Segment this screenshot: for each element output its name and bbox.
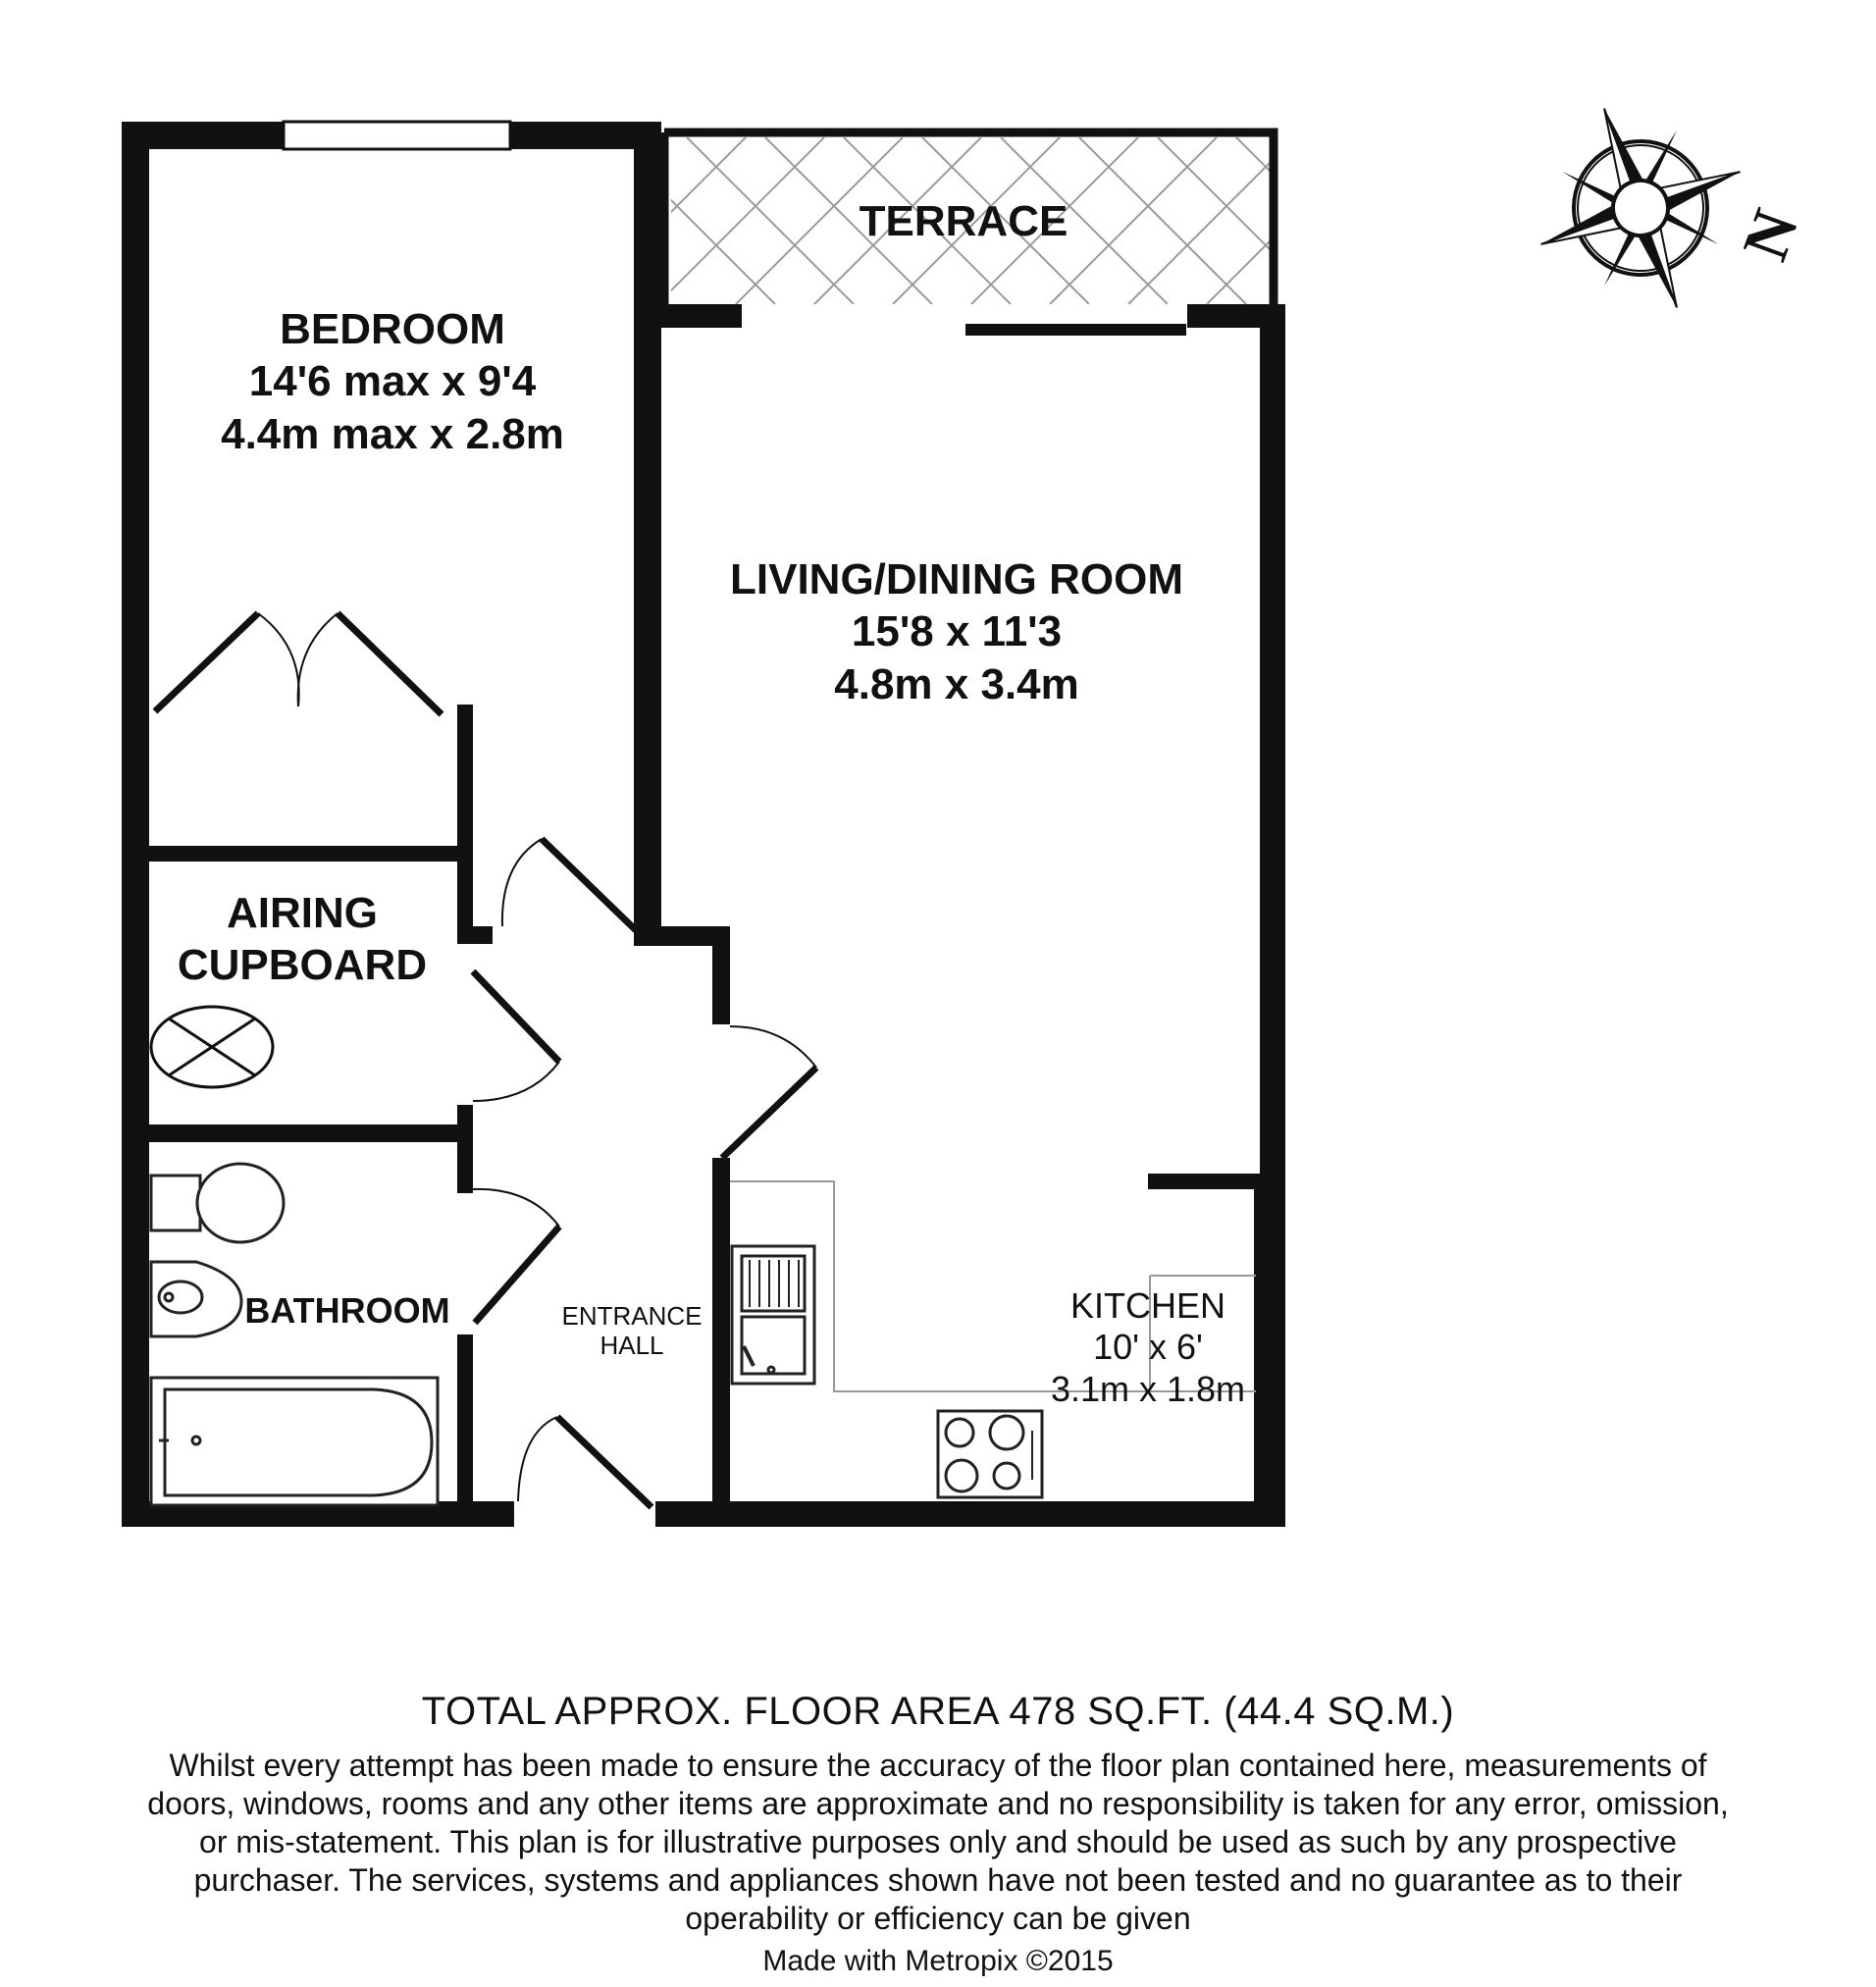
bathtub-icon — [151, 1378, 438, 1505]
door-leaf — [557, 1417, 651, 1507]
compass-north-label: N — [1729, 200, 1813, 270]
airing-line2: CUPBOARD — [177, 941, 428, 989]
hall-line2: HALL — [599, 1331, 664, 1360]
hall-line1: ENTRANCE — [561, 1301, 703, 1331]
wall — [712, 1158, 730, 1511]
disclaimer-text: Whilst every attempt has been made to ensure the accuracy of the floor plan contained here, measurements of doors, windows, rooms and any other items are approximate and no responsibility is taken for any error, omission, or mis-statement. This plan is for illustrative purposes only and should be used as such by any prospective purchaser. The services, systems and appliances shown have not been tested and no guarantee as to their operability or efficiency can be given — [147, 1748, 1729, 1936]
kitchen-name: KITCHEN — [1069, 1285, 1226, 1326]
airing-line1: AIRING — [227, 889, 378, 937]
door-leaf — [155, 613, 258, 711]
wall — [457, 1105, 473, 1193]
wall — [457, 1334, 473, 1511]
terrace-label: TERRACE — [859, 197, 1068, 245]
toilet-icon — [151, 1164, 284, 1242]
wall — [1148, 1174, 1260, 1189]
living-metric: 4.8m x 3.4m — [834, 660, 1079, 708]
basin-icon — [151, 1262, 241, 1336]
wall — [122, 1124, 473, 1142]
wall — [457, 705, 473, 862]
bedroom-window — [284, 122, 510, 149]
sink-icon — [732, 1246, 814, 1384]
hob-icon — [938, 1411, 1042, 1497]
bedroom-name: BEDROOM — [280, 305, 505, 353]
wall — [1254, 1174, 1268, 1512]
wall — [648, 304, 742, 328]
living-imperial: 15'8 x 11'3 — [851, 607, 1063, 655]
wall — [965, 324, 1186, 336]
total-floor-area: TOTAL APPROX. FLOOR AREA 478 SQ.FT. (44.4 SQ.M.) — [421, 1690, 1455, 1733]
compass-rose-icon — [1505, 73, 1777, 344]
wall — [122, 122, 149, 1527]
door-leaf — [473, 971, 559, 1062]
bathroom-name: BATHROOM — [244, 1290, 450, 1331]
door-leaf — [338, 613, 442, 714]
water-tank-icon — [151, 1007, 273, 1087]
wall — [457, 926, 493, 944]
living-name: LIVING/DINING ROOM — [730, 555, 1183, 603]
wall — [655, 1501, 1285, 1527]
credit-text: Made with Metropix ©2015 — [762, 1945, 1114, 1977]
wall — [712, 926, 730, 1024]
bedroom-metric: 4.4m max x 2.8m — [221, 410, 564, 458]
kitchen-imperial: 10' x 6' — [1093, 1327, 1203, 1367]
door-leaf — [722, 1068, 816, 1158]
bedroom-imperial: 14'6 max x 9'4 — [248, 357, 537, 405]
door-leaf — [542, 839, 636, 930]
wall — [149, 846, 473, 862]
kitchen-metric: 3.1m x 1.8m — [1050, 1369, 1246, 1409]
wall — [634, 122, 661, 926]
door-leaf — [475, 1227, 559, 1323]
